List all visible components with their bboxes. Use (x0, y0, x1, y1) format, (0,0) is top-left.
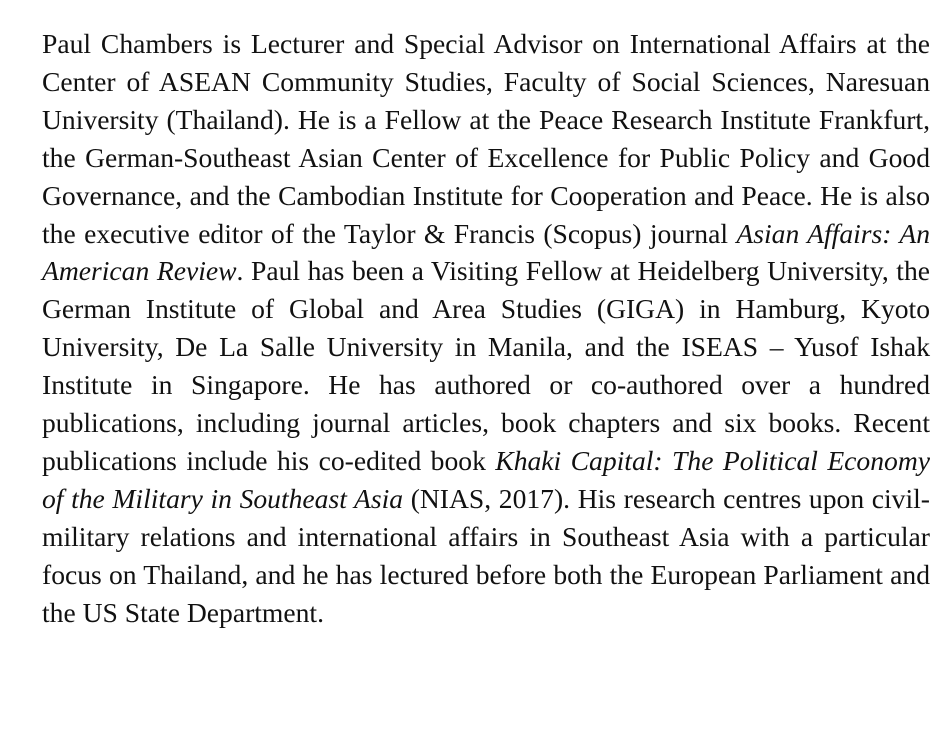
bio-text-part-1: Paul Chambers is Lecturer and Special Advisor on International Affairs at the Center of ASEAN Community Studies, Faculty of Social Sciences, Naresuan University (Thailand). He is a Fellow at the Peace Research Institute Frankfurt, the German-Southeast Asian Center of Excellence for Public Policy and Good Governance, and the Cambodian Institute for Cooperation and Peace. He is also the executive editor of the Taylor & Francis (Scopus) journal (42, 28, 930, 249)
journal-title: Asian Affairs: An American Review (42, 217, 930, 287)
bio-text-part-2: . Paul has been a Visiting Fellow at Heidelberg University, the German Institute of Global and Area Studies (GIGA) in Hamburg, Kyoto University, De La Salle University in Manila, and the ISEAS – Yusof Ishak Institute in Singapore. He has authored or co-authored over a hundred publications, including journal articles, book chapters and six books. Recent publications include his co-edited book (42, 255, 930, 476)
bio-text-part-3: (NIAS, 2017). His research centres upon civil-military relations and international affairs in Southeast Asia with a particular focus on Thailand, and he has lectured before both the European Parliament and the US State Department. (42, 482, 930, 628)
author-bio-paragraph (42, 25, 930, 632)
book-title: Khaki Capital: The Political Economy of the Military in Southeast Asia (42, 444, 930, 514)
